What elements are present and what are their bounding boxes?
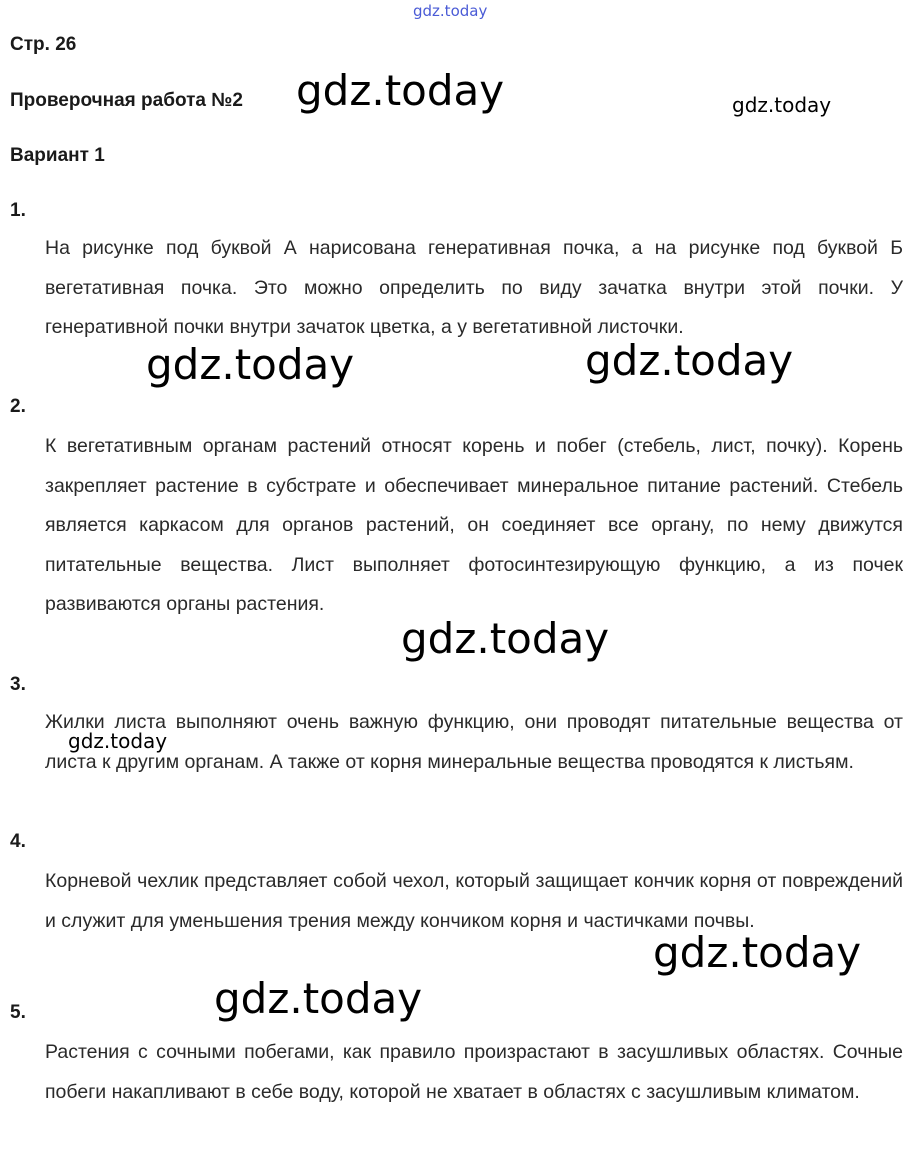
- answer-2-number: 2.: [10, 396, 26, 417]
- answer-1-number: 1.: [10, 200, 26, 221]
- watermark-answer2: gdz.today: [401, 614, 610, 663]
- answer-3-text: Жилки листа выполняют очень важную функцию, они проводят питательные вещества от листа к другим органам. А также от корня минеральные вещества проводятся к листьям.: [45, 711, 903, 773]
- page-label: Стр. 26: [10, 34, 77, 55]
- watermark-answer1-right: gdz.today: [585, 336, 794, 385]
- watermark-right-small: gdz.today: [732, 93, 832, 117]
- variant-label: Вариант 1: [10, 145, 105, 166]
- answer-4-number: 4.: [10, 831, 26, 852]
- answer-5-text: Растения с сочными побегами, как правило произрастают в засушливых областях. Сочные побеги накапливают в себе воду, которой не хватает в областях с засушливым климатом.: [45, 1041, 903, 1103]
- answer-1-text: На рисунке под буквой А нарисована генеративная почка, а на рисунке под буквой Б вегетативная почка. Это можно определить по виду зачатка внутри этой почки. У генеративной почки внутри зачаток цветка, а у вегетативной листочки.: [45, 237, 903, 338]
- answer-4-text: Корневой чехлик представляет собой чехол, который защищает кончик корня от повреждений и служит для уменьшения трения между кончиком корня и частичками почвы.: [45, 870, 903, 932]
- answer-5-number: 5.: [10, 1002, 26, 1023]
- watermark-answer3: gdz.today: [68, 729, 168, 753]
- watermark-top: gdz.today: [413, 2, 488, 20]
- watermark-answer5: gdz.today: [214, 974, 423, 1023]
- watermark-title: gdz.today: [296, 66, 505, 115]
- answer-2-text: К вегетативным органам растений относят корень и побег (стебель, лист, почку). Корень закрепляет растение в субстрате и обеспечивает минеральное питание растений. Стебель является каркасом для органов растений, он соединяет все органу, по нему движутся питательные вещества. Лист выполняет фотосинтезирующую функцию, а из почек развиваются органы растения.: [45, 435, 903, 615]
- work-title: Проверочная работа №2: [10, 90, 243, 111]
- watermark-answer1-left: gdz.today: [146, 340, 355, 389]
- watermark-answer4: gdz.today: [653, 928, 862, 977]
- answer-3-number: 3.: [10, 674, 26, 695]
